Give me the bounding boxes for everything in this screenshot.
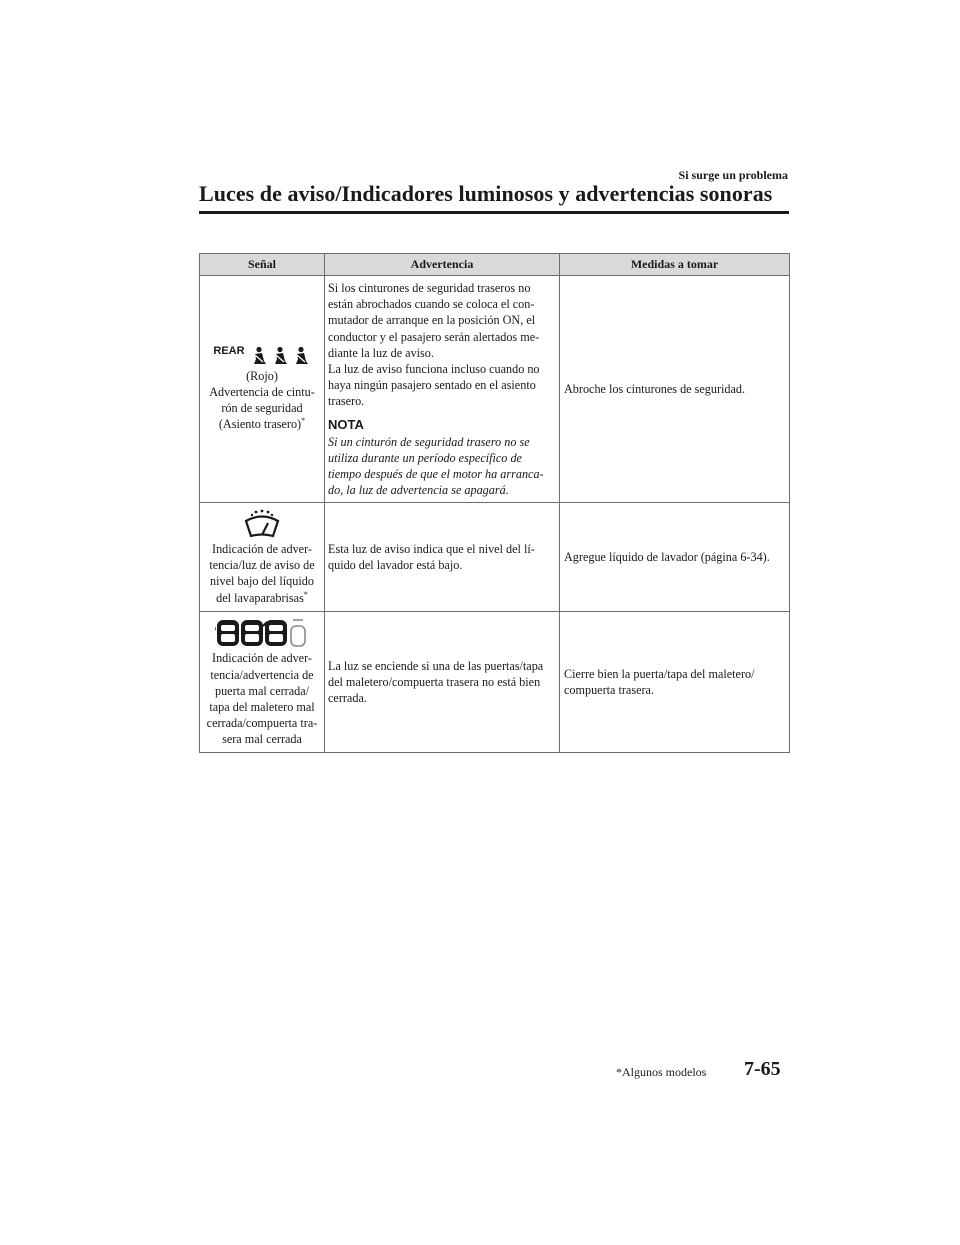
warning-line: conductor y el pasajero serán alertados me- — [328, 329, 540, 344]
warning-line: cerrada. — [328, 691, 367, 706]
warning-line: mutador de arranque en la posición ON, el — [328, 313, 536, 328]
action-cell — [560, 276, 790, 503]
signal-line: Indicación de adver- — [212, 542, 312, 557]
table-row — [200, 612, 790, 752]
rear-seatbelt-warning-icon — [202, 346, 322, 366]
table-header-row — [200, 254, 790, 276]
table-row — [200, 276, 790, 503]
header-warning: Advertencia — [325, 254, 560, 276]
warning-cell — [325, 503, 560, 612]
header-signal: Señal — [200, 254, 325, 276]
signal-line: del lavaparabrisas* — [216, 589, 308, 605]
title-rule — [199, 211, 789, 214]
warning-line: están abrochados cuando se coloca el con- — [328, 297, 535, 312]
signal-line: (Asiento trasero)* — [218, 416, 306, 432]
signal-cell — [200, 503, 325, 612]
header-action: Medidas a tomar — [560, 254, 790, 276]
rear-label: REAR — [213, 344, 245, 357]
page-number: 7-65 — [744, 1058, 781, 1080]
warning-line: La luz de aviso funciona incluso cuando no — [328, 362, 540, 377]
asterisk: * — [301, 416, 306, 426]
page-title: Luces de aviso/Indicadores luminosos y advertencias sonoras — [199, 181, 773, 206]
action-text: Abroche los cinturones de seguridad. — [564, 382, 746, 397]
signal-line: puerta mal cerrada/ — [214, 683, 310, 698]
nota-line: tiempo después de que el motor ha arranca- — [328, 467, 544, 482]
color-label: (Rojo) — [246, 368, 278, 383]
seatbelt-figures-icon — [251, 346, 311, 366]
warning-line: quido del lavador está bajo. — [328, 558, 463, 573]
warning-lights-table — [199, 253, 790, 753]
washer-fluid-icon — [202, 509, 322, 539]
warning-cell — [325, 276, 560, 503]
action-cell — [560, 612, 790, 752]
signal-line: rón de seguridad — [221, 401, 303, 416]
nota-line: do, la luz de advertencia se apagará. — [328, 483, 509, 498]
signal-cell — [200, 612, 325, 752]
warning-line: diante la luz de aviso. — [328, 345, 434, 360]
action-cell — [560, 503, 790, 612]
signal-line: Advertencia de cintu- — [209, 385, 315, 400]
signal-line: tencia/luz de aviso de — [209, 558, 315, 573]
warning-line: Esta luz de aviso indica que el nivel del lí- — [328, 542, 535, 557]
signal-line: sera mal cerrada — [222, 732, 302, 747]
warning-line: Si los cinturones de seguridad traseros no — [328, 281, 531, 295]
asterisk: * — [303, 589, 308, 599]
nota-heading: NOTA — [328, 416, 364, 432]
door-open-icon — [202, 616, 322, 648]
signal-line: cerrada/compuerta tra- — [206, 716, 318, 731]
signal-line: tapa del maletero mal — [209, 700, 315, 715]
warning-line: del maletero/compuerta trasera no está bien — [328, 674, 541, 689]
action-line: Cierre bien la puerta/tapa del maletero/ — [564, 666, 755, 681]
warning-line: trasero. — [328, 394, 365, 409]
door-ajar-icons — [215, 616, 309, 648]
action-text: Agregue líquido de lavador (página 6-34). — [564, 550, 770, 565]
signal-cell — [200, 276, 325, 503]
signal-line: tencia/advertencia de — [210, 667, 314, 682]
windshield-washer-icon — [242, 509, 282, 539]
table-row — [200, 503, 790, 612]
signal-line: Indicación de adver- — [212, 651, 312, 666]
warning-cell — [325, 612, 560, 752]
action-line: compuerta trasera. — [564, 683, 655, 698]
footer-note: *Algunos modelos — [616, 1065, 707, 1079]
nota-line: utiliza durante un período específico de — [328, 450, 522, 465]
nota-line: Si un cinturón de seguridad trasero no se — [328, 434, 530, 449]
warning-line: La luz se enciende si una de las puertas/tapa — [328, 658, 544, 673]
warning-line: haya ningún pasajero sentado en el asiento — [328, 378, 536, 393]
section-label: Si surge un problema — [678, 168, 788, 182]
signal-line: nivel bajo del líquido — [210, 574, 314, 589]
